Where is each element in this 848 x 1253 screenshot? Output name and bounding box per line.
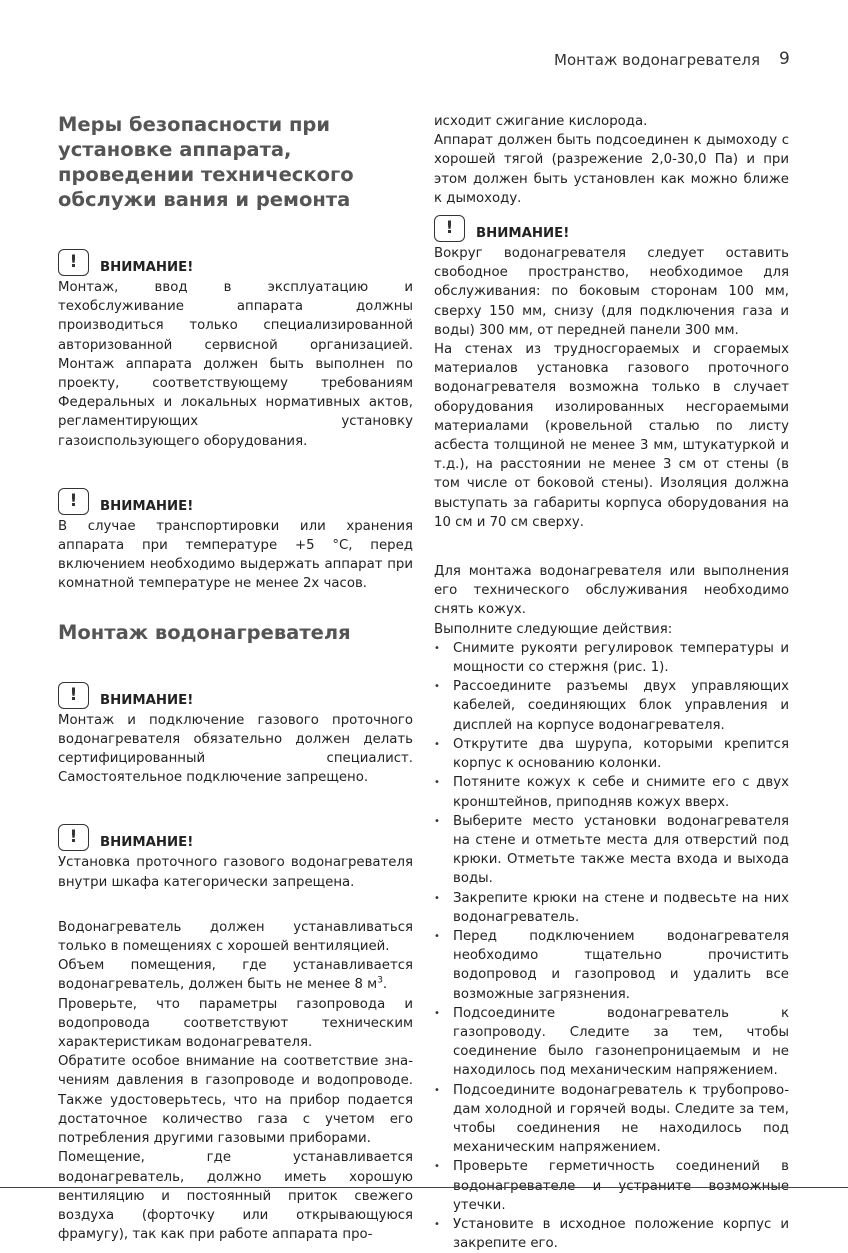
list-item: • Снимите рукояти регулировок температуры и мощности со стержня (рис. 1). bbox=[434, 639, 789, 677]
list-item: • Перед подключением водонагревателя необходимо тщательно прочистить водопровод и газопровод и удалить все возможные загрязнения. bbox=[434, 927, 789, 1004]
page-bottom-rule bbox=[0, 1187, 848, 1188]
list-item: • Рассоедините разъемы двух управляющих кабелей, соединяющих блок управления и дисплей на корпусе водонагревателя. bbox=[434, 677, 789, 735]
paragraph: Водонагреватель должен устанавливаться только в помещениях с хорошей вентиляцией. bbox=[58, 919, 413, 955]
exclamation-box-icon: ! bbox=[58, 249, 89, 276]
exclamation-box-icon: ! bbox=[58, 488, 89, 515]
warning-text: Вокруг водонагревателя следует оставить свободное пространство, необходимое для обслуживания: по боковым сторонам 100 мм, сверху 150 мм, снизу (для подключения газа и воды) 300 мм, от передней панели 300 мм. bbox=[434, 246, 789, 338]
paragraph: Для монтажа водонагревателя или выполнения его технического обслуживания необходимо снять кожух. bbox=[434, 564, 789, 618]
warning-heading bbox=[58, 242, 413, 276]
paragraph-room-volume: Объем помещения, где устанавливается водонагреватель, должен быть не менее 8 $м^3$. bbox=[58, 958, 413, 993]
warning-heading bbox=[434, 208, 789, 242]
paragraph: Аппарат должен быть подсоединен к дымоходу с хорошей тягой (разрежение 2,0-30,0 Па) и при этом должен быть установлен как можно ближе к дымоходу. bbox=[434, 133, 789, 206]
list-item: • Проверьте герметичность соединений в утечки. bbox=[434, 1157, 789, 1215]
steps-list bbox=[434, 639, 789, 1253]
paragraph: Проверьте, что параметры газопровода и водопровода соответствуют техническим характеристикам водонагревателя. bbox=[58, 996, 413, 1051]
exclamation-box-icon: ! bbox=[434, 215, 465, 242]
list-item: • Закрепите крюки на стене и подвесьте на них водонагреватель. bbox=[434, 889, 789, 927]
section-title-install: Монтаж водонагревателя bbox=[58, 620, 351, 644]
warning-label: ВНИМАНИЕ! bbox=[100, 692, 194, 708]
warning-heading bbox=[58, 675, 413, 709]
paragraph: исходит сжигание кислорода. bbox=[434, 114, 648, 129]
running-header-title: Монтаж водонагревателя bbox=[554, 51, 760, 69]
warning-label: ВНИМАНИЕ! bbox=[100, 835, 194, 851]
warning-text: Монтаж и подключение газового проточного водонагревателя обязательно должен делать сертифицированный специалист. Самостоятельное подключение запрещено. bbox=[58, 712, 413, 786]
paragraph: Помещение, где устанавливается водонагреватель, должно иметь хорошую вентиляцию и постоянный приток свежего воздуха (форточку или открывающуюся фрамугу), так как при работе аппарата про- bbox=[58, 1150, 413, 1243]
paragraph: Выполните следующие действия: bbox=[434, 621, 673, 637]
list-item: • Установите в исходное положение корпус и закрепите его. bbox=[434, 1215, 789, 1253]
list-item: • Потяните кожух к себе и снимите его с двух кронштейнов, приподняв кожух вверх. bbox=[434, 773, 789, 811]
left-column bbox=[58, 112, 413, 1244]
list-item: • Выберите место установки водонагревателя на стене и отметьте места для отверстий под крюки. Отметьте также места входа и выхода воды. bbox=[434, 812, 789, 889]
page-number: 9 bbox=[779, 49, 790, 69]
list-item: • Открутите два шурупа, которыми крепится корпус к основанию колонки. bbox=[434, 735, 789, 773]
warning-text: Установка проточного газового водонагревателя внутри шкафа категорически запрещена. bbox=[58, 855, 413, 890]
warning-text: В случае транспортировки или хранения аппарата при температуре +5 °С, перед включением необходимо выдержать аппарат при комнатной температуре не менее 2х часов. bbox=[58, 518, 413, 592]
paragraph: Обратите особое внимание на соответствие значениям давления в газопроводе и водопроводе. Также удостоверьтесь, что на прибор подается достаточное количество газа с учетом его потребления другими газовыми приборами. bbox=[58, 1054, 413, 1147]
exclamation-box-icon: ! bbox=[58, 824, 89, 851]
list-item: • Подсоедините водонагреватель к трубопроводам холодной и горячей воды. Следите за тем, чтобы соединения не находилось под механическим напряжением. bbox=[434, 1081, 789, 1158]
paragraph: На стенах из трудносгораемых и сгораемых материалов установка газового проточного водонагревателя возможна только в случает оборудования изолированных несгораемыми материалами (кровельной сталью по листу асбеста толщиной не менее 3 мм, штукатуркой и т.д.), на расстоянии не менее 3 см от стены (в том числе от боковой стены). Изоляция должна выступать за габариты корпуса оборудования на 10 см и 70 см сверху. bbox=[434, 342, 789, 530]
warning-label: ВНИМАНИЕ! bbox=[100, 498, 194, 514]
exclamation-box-icon: ! bbox=[58, 682, 89, 709]
warning-heading bbox=[58, 817, 413, 851]
list-item: • Подсоедините водонагреватель к газопроводу. Следите за тем, чтобы соединение было газонепроницаемым и не находилось под механическим напряжением. bbox=[434, 1004, 789, 1081]
warning-text: Монтаж, ввод в эксплуатацию и техобслуживание аппарата должны производиться только специализированной авторизованной сервисной организацией. Монтаж аппарата должен быть выполнен по проекту, соответствующему требованиям Федеральных и локальных нормативных актов, регламентирующих установку газоиспользующего оборудования. bbox=[58, 280, 413, 449]
section-title-safety: Меры безопасности при установке аппарата, проведении технического обслужи вания и ремонта bbox=[58, 113, 354, 211]
warning-label: ВНИМАНИЕ! bbox=[100, 260, 194, 275]
warning-heading bbox=[58, 481, 413, 515]
right-column bbox=[434, 112, 789, 1253]
warning-label: ВНИМАНИЕ! bbox=[476, 226, 570, 242]
